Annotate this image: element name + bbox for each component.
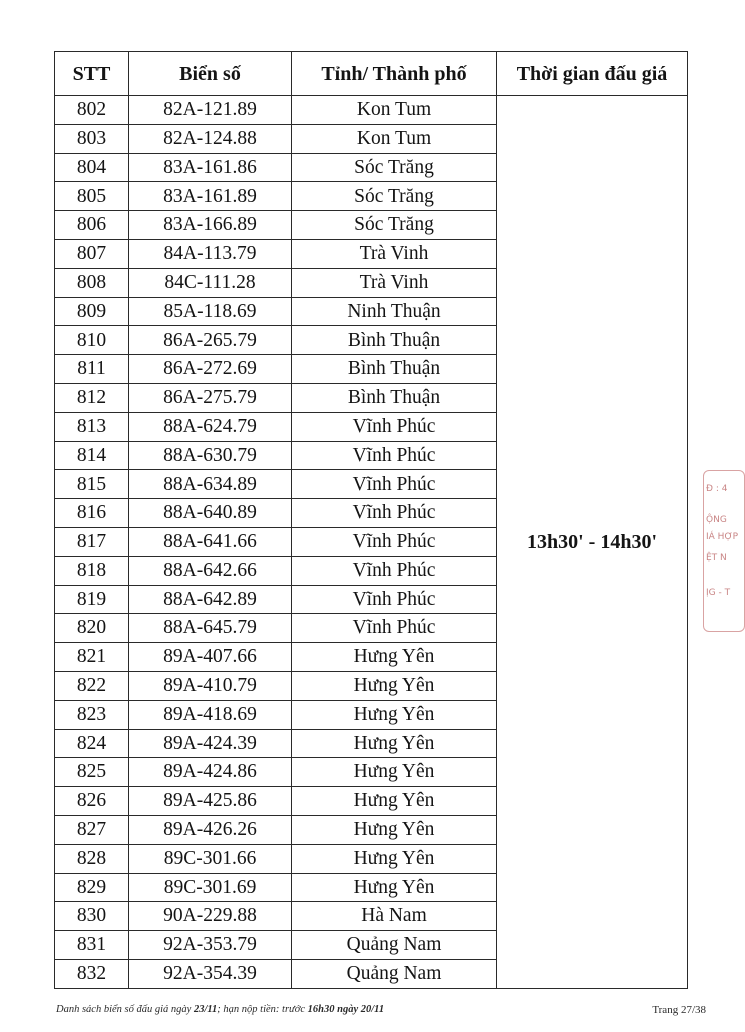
stt-cell: 815 [55,470,129,499]
province-cell: Hưng Yên [292,844,497,873]
plate-cell: 88A-634.89 [129,470,292,499]
stt-cell: 807 [55,239,129,268]
province-cell: Sóc Trăng [292,153,497,182]
province-cell: Sóc Trăng [292,211,497,240]
stt-cell: 830 [55,902,129,931]
stt-cell: 814 [55,441,129,470]
table-header-row [55,52,688,96]
stt-cell: 828 [55,844,129,873]
plate-cell: 82A-121.89 [129,96,292,125]
stt-cell: 812 [55,383,129,412]
footer-note-prefix: Danh sách biển số đấu giá ngày [56,1004,194,1015]
province-cell: Hưng Yên [292,758,497,787]
province-cell: Vĩnh Phúc [292,585,497,614]
province-cell: Vĩnh Phúc [292,527,497,556]
stt-cell: 823 [55,700,129,729]
plate-cell: 88A-642.66 [129,556,292,585]
plate-cell: 86A-265.79 [129,326,292,355]
stt-cell: 822 [55,671,129,700]
stt-cell: 806 [55,211,129,240]
stt-cell: 804 [55,153,129,182]
province-cell: Sóc Trăng [292,182,497,211]
stt-cell: 817 [55,527,129,556]
stt-cell: 831 [55,931,129,960]
province-cell: Bình Thuận [292,383,497,412]
plate-cell: 88A-624.79 [129,412,292,441]
province-cell: Bình Thuận [292,326,497,355]
province-cell: Vĩnh Phúc [292,499,497,528]
province-cell: Hưng Yên [292,729,497,758]
page-number: Trang 27/38 [652,1004,706,1016]
plate-cell: 89C-301.66 [129,844,292,873]
plate-cell: 89A-424.39 [129,729,292,758]
plate-cell: 89A-418.69 [129,700,292,729]
footer-note [56,1004,384,1015]
province-cell: Hà Nam [292,902,497,931]
province-cell: Hưng Yên [292,873,497,902]
plate-cell: 88A-645.79 [129,614,292,643]
header-stt: STT [55,52,129,96]
stt-cell: 813 [55,412,129,441]
plate-cell: 89A-426.26 [129,815,292,844]
plate-cell: 89C-301.69 [129,873,292,902]
province-cell: Vĩnh Phúc [292,556,497,585]
province-cell: Vĩnh Phúc [292,614,497,643]
seal-fragment: ỊG - T [706,588,731,598]
stt-cell: 825 [55,758,129,787]
stt-cell: 832 [55,959,129,988]
province-cell: Kon Tum [292,96,497,125]
stt-cell: 820 [55,614,129,643]
province-cell: Ninh Thuận [292,297,497,326]
plate-cell: 89A-424.86 [129,758,292,787]
seal-fragment: IÁ HỢP [706,532,739,542]
plate-cell: 86A-272.69 [129,355,292,384]
plate-cell: 84A-113.79 [129,239,292,268]
plate-cell: 83A-161.86 [129,153,292,182]
header-auction-time: Thời gian đấu giá [497,52,688,96]
seal-fragment: ỆT N [706,553,727,563]
stt-cell: 827 [55,815,129,844]
province-cell: Trà Vinh [292,239,497,268]
stt-cell: 805 [55,182,129,211]
auction-time-cell: 13h30' - 14h30' [497,96,688,989]
province-cell: Vĩnh Phúc [292,412,497,441]
stt-cell: 802 [55,96,129,125]
province-cell: Bình Thuận [292,355,497,384]
stt-cell: 826 [55,787,129,816]
province-cell: Hưng Yên [292,671,497,700]
plate-cell: 82A-124.88 [129,124,292,153]
stt-cell: 811 [55,355,129,384]
province-cell: Hưng Yên [292,700,497,729]
plate-cell: 85A-118.69 [129,297,292,326]
province-cell: Quảng Nam [292,931,497,960]
plate-cell: 86A-275.79 [129,383,292,412]
seal-fragment: ỘNG [706,515,727,525]
footer-deadline: 16h30 ngày 20/11 [307,1004,385,1015]
province-cell: Hưng Yên [292,787,497,816]
plate-auction-table [54,51,688,989]
stt-cell: 803 [55,124,129,153]
province-cell: Kon Tum [292,124,497,153]
plate-cell: 88A-630.79 [129,441,292,470]
stt-cell: 808 [55,268,129,297]
plate-cell: 84C-111.28 [129,268,292,297]
plate-cell: 89A-407.66 [129,643,292,672]
stt-cell: 810 [55,326,129,355]
province-cell: Quảng Nam [292,959,497,988]
footer-note-middle: ; hạn nộp tiền: trước [217,1004,308,1015]
stt-cell: 821 [55,643,129,672]
province-cell: Trà Vinh [292,268,497,297]
province-cell: Vĩnh Phúc [292,470,497,499]
table-row [55,96,688,125]
plate-cell: 89A-410.79 [129,671,292,700]
stt-cell: 816 [55,499,129,528]
header-province: Tỉnh/ Thành phố [292,52,497,96]
plate-cell: 83A-161.89 [129,182,292,211]
stt-cell: 819 [55,585,129,614]
province-cell: Vĩnh Phúc [292,441,497,470]
stt-cell: 809 [55,297,129,326]
stt-cell: 824 [55,729,129,758]
plate-cell: 90A-229.88 [129,902,292,931]
province-cell: Hưng Yên [292,815,497,844]
province-cell: Hưng Yên [292,643,497,672]
plate-cell: 88A-642.89 [129,585,292,614]
plate-cell: 92A-353.79 [129,931,292,960]
header-plate: Biển số [129,52,292,96]
plate-cell: 92A-354.39 [129,959,292,988]
footer-auction-date: 23/11 [193,1004,218,1015]
plate-cell: 83A-166.89 [129,211,292,240]
stt-cell: 818 [55,556,129,585]
plate-cell: 89A-425.86 [129,787,292,816]
red-seal-stamp [703,470,745,632]
plate-cell: 88A-641.66 [129,527,292,556]
stt-cell: 829 [55,873,129,902]
plate-cell: 88A-640.89 [129,499,292,528]
seal-fragment: Đ : 4 [706,484,728,494]
